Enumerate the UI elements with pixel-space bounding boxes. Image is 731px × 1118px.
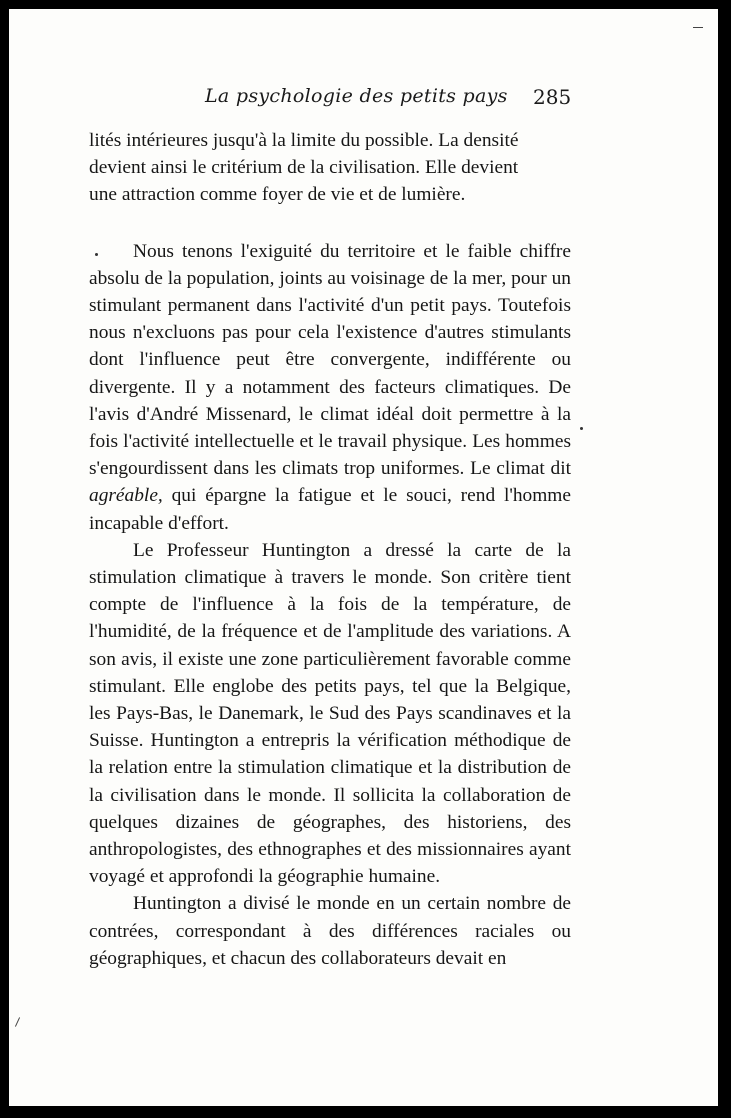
paragraph-4: Huntington a divisé le monde en un certain nombre de contrées, correspondant à des différences raciales ou géographiques, et chacun des collaborateurs devait en bbox=[89, 893, 571, 969]
scratch-mark bbox=[693, 27, 703, 28]
speck-mark bbox=[580, 427, 583, 430]
scratch-mark bbox=[15, 1017, 20, 1026]
body-text bbox=[89, 127, 571, 972]
paragraph-1-line-1: lités intérieures jusqu'à la limite du possible. La densité bbox=[89, 130, 519, 151]
paragraph-2-text-start: Nous tenons l'exiguité du territoire et le faible chiffre absolu de la population, joints au voisinage de la mer, pour un stimulant permanent dans l'activité d'un petit pays. Toutefois nous n'excluons pas pour cela l'existence d'autres stimulants dont l'influence peut être convergente, indifférente ou divergente. Il y a notamment des facteurs climatiques. De l'avis d'André Missenard, le climat idéal doit permettre à la fois l'activité intellectuelle et le travail physique. Les hommes s'engourdissent dans les climats trop uniformes. Le climat dit bbox=[89, 240, 571, 480]
book-page bbox=[9, 9, 718, 1106]
paragraph-3: Le Professeur Huntington a dressé la carte de la stimulation climatique à travers le monde. Son critère tient compte de l'influence à la fois de la température, de l'humidité, de la fréquence et de l'amplitude des variations. A son avis, il existe une zone particulièrement favorable comme stimulant. Elle englobe des petits pays, tel que la Belgique, les Pays-Bas, le Danemark, le Sud des Pays scandinaves et la Suisse. Huntington a entrepris la vérification méthodique de la relation entre la stimulation climatique et la distribution de la civilisation dans le monde. Il sollicita la collaboration de quelques dizaines de géographes, des historiens, des anthropologistes, des ethnographes et des missionnaires ayant voyagé et approfondi la géographie humaine. bbox=[89, 539, 571, 888]
speck-mark bbox=[95, 253, 98, 256]
paragraph-2-text-end: qui épargne la fatigue et le souci, rend l'homme incapable d'effort. bbox=[89, 485, 571, 534]
running-title: La psychologie des petits pays bbox=[205, 85, 508, 107]
paragraph-2-italic-word: agréable, bbox=[89, 485, 163, 507]
paragraph-1 bbox=[89, 127, 571, 209]
page-header bbox=[9, 85, 718, 115]
paragraph-1-line-3: une attraction comme foyer de vie et de lumière. bbox=[89, 184, 466, 206]
paragraph-1-line-2: devient ainsi le critérium de la civilisation. Elle devient bbox=[89, 157, 519, 179]
page-number: 285 bbox=[533, 85, 572, 109]
paragraph-2 bbox=[89, 238, 571, 537]
